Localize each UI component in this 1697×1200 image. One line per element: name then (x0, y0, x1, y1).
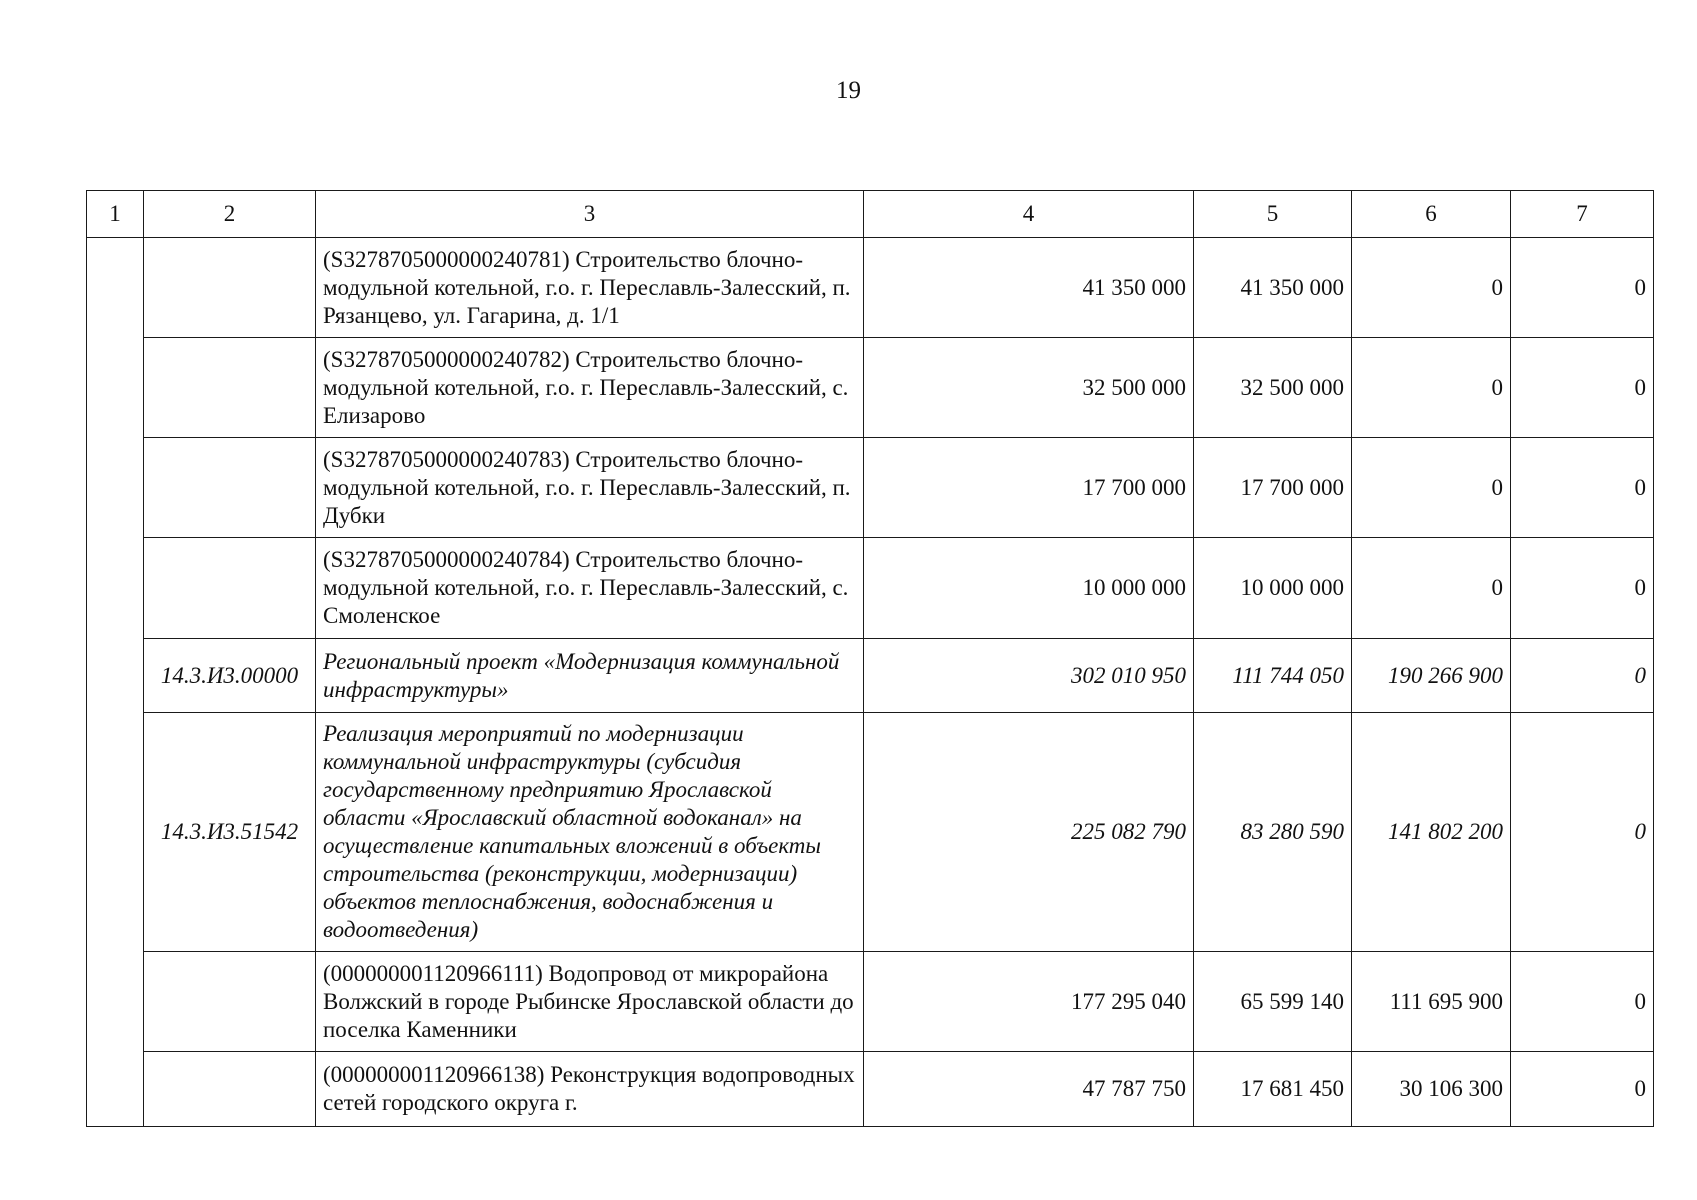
row-value-col4: 41 350 000 (864, 238, 1194, 338)
row-value-col7: 0 (1511, 238, 1654, 338)
column-header-4: 4 (864, 191, 1194, 238)
row-code (144, 438, 316, 538)
column-header-3: 3 (316, 191, 864, 238)
column-header-5: 5 (1194, 191, 1352, 238)
row-description: (000000001120966138) Реконструкция водопроводных сетей городского округа г. (316, 1052, 864, 1127)
row-value-col7: 0 (1511, 639, 1654, 713)
row-description: (S3278705000000240782) Строительство блочно-модульной котельной, г.о. г. Переславль-Залесский, с. Елизарово (316, 338, 864, 438)
row-value-col4: 177 295 040 (864, 952, 1194, 1052)
header-row (87, 191, 1654, 238)
row-value-col5: 17 681 450 (1194, 1052, 1352, 1127)
row-description: (S3278705000000240781) Строительство блочно-модульной котельной, г.о. г. Переславль-Залесский, п. Рязанцево, ул. Гагарина, д. 1/1 (316, 238, 864, 338)
row-value-col6: 0 (1352, 338, 1511, 438)
row-value-col6: 30 106 300 (1352, 1052, 1511, 1127)
row-value-col6: 0 (1352, 238, 1511, 338)
row-value-col5: 83 280 590 (1194, 713, 1352, 952)
row-code (144, 238, 316, 338)
row-code: 14.3.И3.51542 (144, 713, 316, 952)
row-description: (000000001120966111) Водопровод от микрорайона Волжский в городе Рыбинске Ярославской области до поселка Каменники (316, 952, 864, 1052)
row-value-col5: 65 599 140 (1194, 952, 1352, 1052)
table-row (87, 238, 1654, 338)
row-value-col7: 0 (1511, 713, 1654, 952)
table-row (87, 538, 1654, 639)
column-header-1: 1 (87, 191, 144, 238)
row-value-col6: 111 695 900 (1352, 952, 1511, 1052)
budget-table (86, 190, 1654, 1127)
row-description: (S3278705000000240783) Строительство блочно-модульной котельной, г.о. г. Переславль-Залесский, п. Дубки (316, 438, 864, 538)
row-value-col5: 41 350 000 (1194, 238, 1352, 338)
page-number: 19 (836, 77, 861, 104)
row-value-col7: 0 (1511, 1052, 1654, 1127)
row-value-col4: 302 010 950 (864, 639, 1194, 713)
table-row (87, 1052, 1654, 1127)
row-value-col7: 0 (1511, 952, 1654, 1052)
row-code (144, 1052, 316, 1127)
row-value-col7: 0 (1511, 538, 1654, 639)
row-value-col5: 10 000 000 (1194, 538, 1352, 639)
table-row (87, 639, 1654, 713)
row-value-col5: 111 744 050 (1194, 639, 1352, 713)
merged-column-1-cell (87, 238, 144, 1127)
row-value-col6: 141 802 200 (1352, 713, 1511, 952)
row-value-col4: 32 500 000 (864, 338, 1194, 438)
row-value-col4: 10 000 000 (864, 538, 1194, 639)
row-value-col6: 0 (1352, 538, 1511, 639)
row-description: Региональный проект «Модернизация коммунальной инфраструктуры» (316, 639, 864, 713)
row-code: 14.3.И3.00000 (144, 639, 316, 713)
row-value-col5: 17 700 000 (1194, 438, 1352, 538)
row-value-col4: 225 082 790 (864, 713, 1194, 952)
column-header-2: 2 (144, 191, 316, 238)
row-code (144, 538, 316, 639)
row-description: (S3278705000000240784) Строительство блочно-модульной котельной, г.о. г. Переславль-Залесский, с. Смоленское (316, 538, 864, 639)
column-header-6: 6 (1352, 191, 1511, 238)
table-row (87, 952, 1654, 1052)
row-code (144, 338, 316, 438)
row-value-col6: 0 (1352, 438, 1511, 538)
row-value-col7: 0 (1511, 438, 1654, 538)
row-value-col4: 17 700 000 (864, 438, 1194, 538)
table-row (87, 338, 1654, 438)
row-value-col6: 190 266 900 (1352, 639, 1511, 713)
row-value-col7: 0 (1511, 338, 1654, 438)
row-value-col5: 32 500 000 (1194, 338, 1352, 438)
table-row (87, 713, 1654, 952)
table-row (87, 438, 1654, 538)
row-description: Реализация мероприятий по модернизации коммунальной инфраструктуры (субсидия государственному предприятию Ярославской области «Ярославский областной водоканал» на осуществление капитальных вложений в объекты строительства (реконструкции, модернизации) объектов теплоснабжения, водоснабжения и водоотведения) (316, 713, 864, 952)
row-value-col4: 47 787 750 (864, 1052, 1194, 1127)
column-header-7: 7 (1511, 191, 1654, 238)
row-code (144, 952, 316, 1052)
